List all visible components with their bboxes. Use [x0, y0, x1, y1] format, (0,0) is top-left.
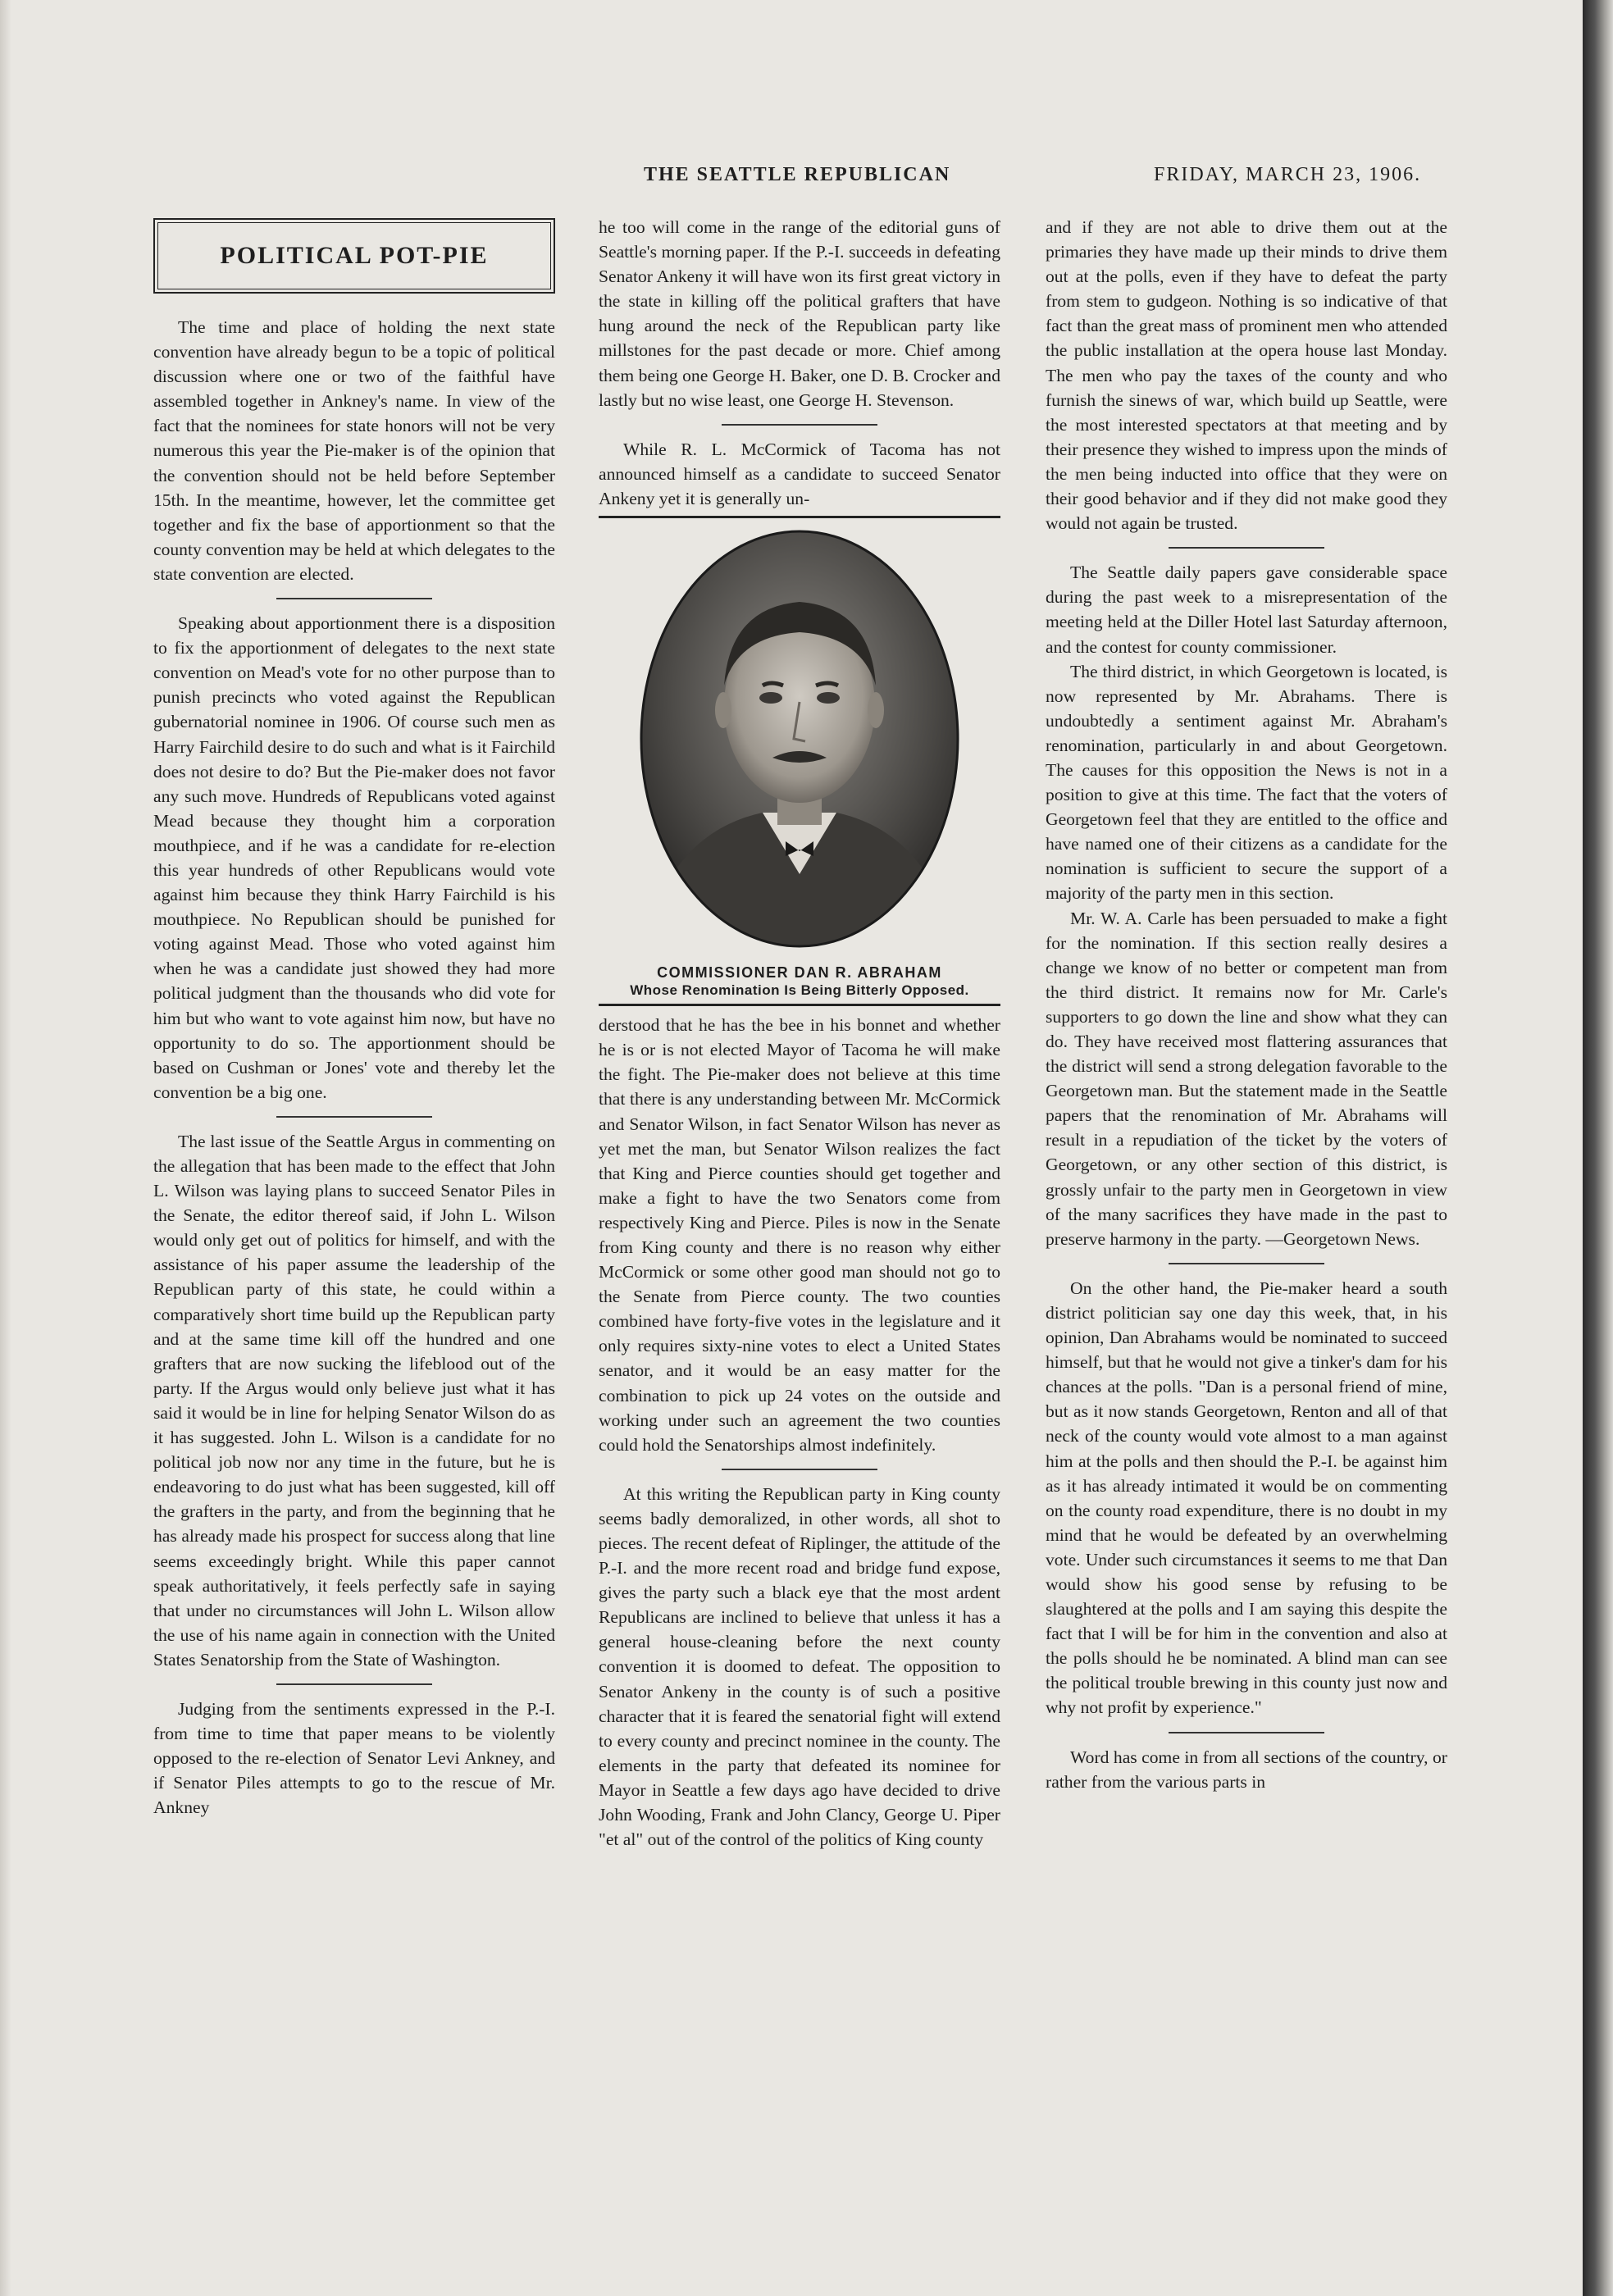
- separator: [1169, 1263, 1324, 1264]
- paragraph: derstood that he has the bee in his bonnet and whether he is or is not elected Mayor of Tacoma he will make the fight. The Pie-maker does not believe at this time that there is any understanding between Mr. McCormick and Senator Wilson, in fact Senator Wilson has never as yet met the man, but Senator Wilson realizes the fact that King and Pierce counties should get together and make a fight to have the two Senators come from respectively King and Pierce. Piles is now in the Senate from King county and there is no reason why either McCormick or some other good man should not go to the Senate from Pierce county. The two counties combined have forty-five votes in the legislature and it only requires sixty-nine votes to elect a United States senator, and it would be an easy matter for the combination to pick up 24 votes on the outside and working under such an agreement the two counties could hold the Senatorships almost indefinitely.: [599, 1015, 1000, 1455]
- portrait-photo: [640, 530, 959, 948]
- paragraph: and if they are not able to drive them out at the primaries they have made up their minds to drive them out at the polls, even if they have to defeat the party from stem to gudgeon. Nothing is so indicative of that fact than the great mass of prominent men who attended the public installation at the opera house last Monday. The men who pay the taxes of the county and who furnish the sinews of war, which build up Seattle, were the most interested spectators at that meeting and by their presence they wished to impress upon the minds of the men being inducted into office that they were on their good behavior and if they did not make good they would not again be trusted.: [1046, 217, 1447, 534]
- separator: [276, 598, 432, 599]
- section-title-box: [153, 218, 555, 294]
- separator: [1169, 1732, 1324, 1733]
- paragraph: Word has come in from all sections of the country, or rather from the various parts in: [1046, 1747, 1447, 1792]
- binding-shadow: [1583, 0, 1613, 2296]
- separator: [1169, 547, 1324, 549]
- paragraph: The Seattle daily papers gave considerable space during the past week to a misrepresentation of the meeting held at the Diller Hotel last Saturday afternoon, and the contest for county commissioner.: [1046, 563, 1447, 657]
- dateline: FRIDAY, MARCH 23, 1906.: [1154, 164, 1422, 185]
- column-2: [599, 215, 1000, 1852]
- page-header: [0, 164, 1583, 197]
- photo-bottom-rule: [599, 1004, 1000, 1006]
- paragraph: The third district, in which Georgetown is located, is now represented by Mr. Abrahams. There is undoubtedly a sentiment against Mr. Abraham's renomination, particularly in and about Georgetown. The causes for this opposition the News is not in a position to give at this time. The fact that the voters of Georgetown feel that they are entitled to the office and have named one of their citizens as a candidate for the nomination is sufficient to secure the support of a majority of the party men in this section.: [1046, 661, 1447, 904]
- masthead: THE SEATTLE REPUBLICAN: [644, 164, 951, 185]
- column-3: [1046, 215, 1447, 1794]
- separator: [722, 424, 877, 426]
- caption-name: COMMISSIONER DAN R. ABRAHAM: [657, 964, 942, 982]
- portrait-figure: [599, 525, 1000, 999]
- separator: [722, 1469, 877, 1470]
- photo-caption: [599, 964, 1000, 999]
- page-edge: [0, 0, 11, 2296]
- paragraph: he too will come in the range of the editorial guns of Seattle's morning paper. If the P.-I. succeeds in defeating Senator Ankeny it will have won its first great victory in the state in killing off the political grafters that have hung around the neck of the Republican party like millstones for the past decade or more. Chief among them being one George H. Baker, one D. B. Crocker and lastly but no wise least, one George H. Stevenson.: [599, 217, 1000, 410]
- column-1: [153, 215, 555, 1820]
- separator: [276, 1116, 432, 1118]
- caption-subtitle: Whose Renomination Is Being Bitterly Opposed.: [630, 982, 969, 999]
- paragraph: On the other hand, the Pie-maker heard a south district politician say one day this week, that, in his opinion, Dan Abrahams would be nominated to succeed himself, but that he would not give a tinker's dam for his chances at the polls. "Dan is a personal friend of mine, but as it now stands Georgetown, Renton and all of that neck of the county would vote almost to a man against him at the polls and then should the P.-I. be against him as it has already intimated it would be on commenting on the county road expenditure, there is no doubt in my mind that he would be defeated by an overwhelming vote. Under such circumstances it seems to me that Dan would show his good sense by refusing to be slaughtered at the polls and I am saying this despite the fact that I will be for him in the convention and also at the polls should he be nominated. A blind man can see the political trouble brewing in this county just now and why not profit by experience.": [1046, 1278, 1447, 1718]
- paragraph: Mr. W. A. Carle has been persuaded to make a fight for the nomination. If this section really desires a change we know of no better or competent man from the third district. It remains now for Mr. Carle's supporters to go down the line and show what they can do. They have received most flattering assurances that the district will send a strong delegation favorable to the Georgetown man. But the statement made in the Seattle papers that the renomination of Mr. Abrahams will result in a repudiation of the ticket by the voters of Georgetown, or any other section of this district, is grossly unfair to the party men in Georgetown in view of the many sacrifices they have made in the past to preserve harmony in the party. —Georgetown News.: [1046, 908, 1447, 1249]
- section-title: POLITICAL POT-PIE: [157, 222, 551, 289]
- paragraph: At this writing the Republican party in King county seems badly demoralized, in other words, all shot to pieces. The recent defeat of Riplinger, the attitude of the P.-I. and the more recent road and bridge fund expose, gives the party such a black eye that the most ardent Republicans are inclined to believe that unless it has a general house-cleaning before the next county convention it is doomed to defeat. The opposition to Senator Ankeny in the county is of such a positive character that it is feared the senatorial fight will extend to every county and precinct nominee in the county. The elements in the party that defeated its nominee for Mayor in Seattle a few days ago have decided to drive John Wooding, Frank and John Clancy, George U. Piper "et al" out of the control of the politics of King county: [599, 1483, 1000, 1850]
- paragraph: The time and place of holding the next state convention have already begun to be a topic of political discussion where one or two of the faithful have assembled together in Ankney's name. In view of the fact that the nominees for state honors will not be very numerous this year the Pie-maker is of the opinion that the convention should not be held before September 15th. In the meantime, however, let the committee get together and fix the base of apportionment so that the county convention may be held at which delegates to the state convention are elected.: [153, 317, 555, 584]
- paragraph: Speaking about apportionment there is a disposition to fix the apportionment of delegates to the next state convention on Mead's vote for no other purpose than to punish precincts who voted against the Republican gubernatorial nominee in 1906. Of course such men as Harry Fairchild desire to do such and what is it Fairchild does not desire to do? But the Pie-maker does not favor any such move. Hundreds of Republicans voted against Mead because they thought him a corporation mouthpiece, and if he was a candidate for re-election this year hundreds of other Republicans would vote against him because they think Harry Fairchild is his mouthpiece. No Republican should be punished for voting against Mead. Those who voted against him when he was a candidate just showed they had more political judgment than the thousands who did vote for him but who want to vote against him now, but have no opportunity to do so. The apportionment should be based on Cushman or Jones' vote and thereby let the convention be a big one.: [153, 613, 555, 1102]
- paragraph: The last issue of the Seattle Argus in commenting on the allegation that has been made to the effect that John L. Wilson was laying plans to succeed Senator Piles in the Senate, the editor thereof said, if John L. Wilson would only get out of politics for himself, and with the assistance of his paper assume the leadership of the Republican party of this state, he could within a comparatively short time build up the Republican party and at the same time kill off the hundred and one grafters that are now sucking the lifeblood out of the party. If the Argus would only believe just what it has said it would be in line for helping Senator Wilson do as it has suggested. John L. Wilson is a candidate for no political job now nor any time in the future, but he is endeavoring to do just what has been suggested, kill off the grafters in the party, and from the beginning that he has already made his prospect for success along that line seems exceedingly bright. While this paper cannot speak authoritatively, it feels perfectly safe in saying that under no circumstances will John L. Wilson allow the use of his name again in connection with the United States Senatorship from the State of Washington.: [153, 1131, 555, 1670]
- separator: [276, 1683, 432, 1685]
- paragraph: Judging from the sentiments expressed in the P.-I. from time to time that paper means to be violently opposed to the re-election of Senator Levi Ankney, and if Senator Piles attempts to go to the rescue of Mr. Ankney: [153, 1698, 555, 1818]
- photo-top-rule: [599, 516, 1000, 518]
- paragraph: While R. L. McCormick of Tacoma has not announced himself as a candidate to succeed Senator Ankeny yet it is generally un-: [599, 439, 1000, 508]
